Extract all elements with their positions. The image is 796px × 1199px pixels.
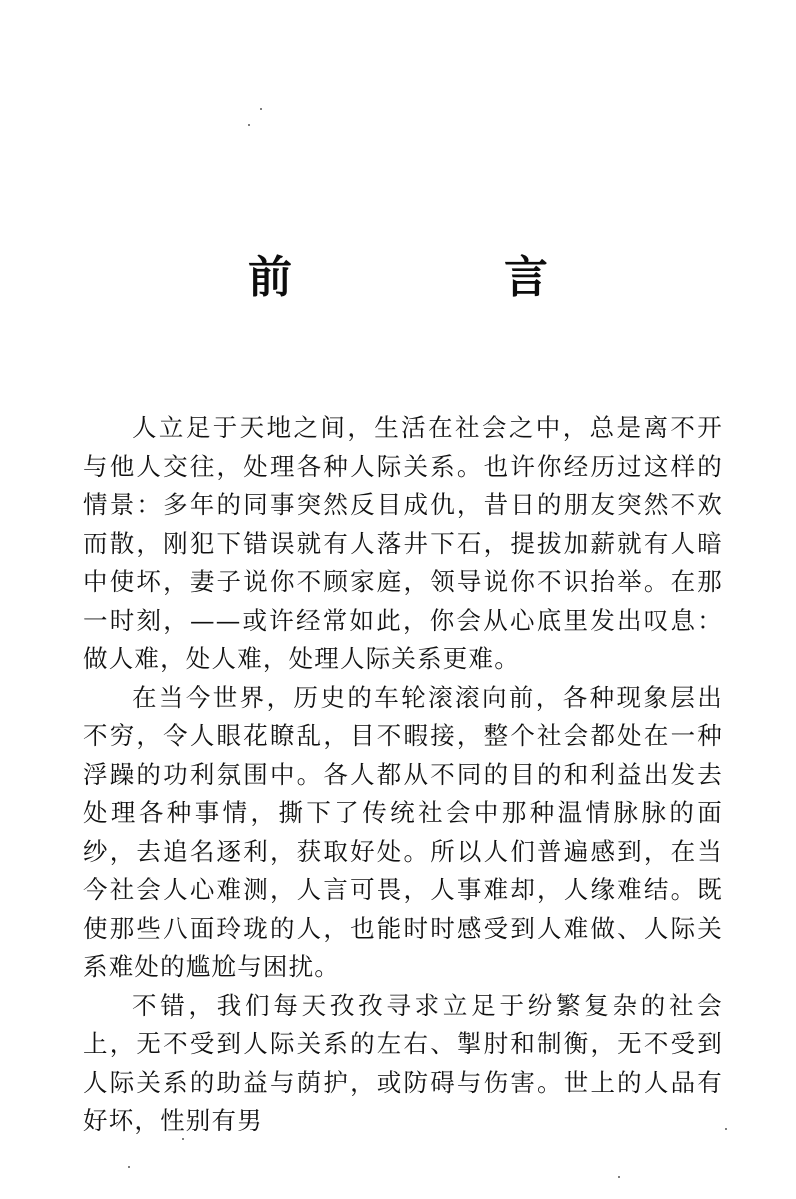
page-title: 前 言 (248, 252, 632, 303)
paragraph-1: 人立足于天地之间，生活在社会之中，总是离不开与他人交往，处理各种人际关系。也许你经历过这样的情景：多年的同事突然反目成仇，昔日的朋友突然不欢而散，刚犯下错误就有人落井下石，提拔加薪就有人暗中使坏，妻子说你不顾家庭，领导说你不识抬举。在那一时刻，——或许经常如此，你会从心底里发出叹息：做人难，处人难，处理人际关系更难。 (83, 413, 723, 673)
paragraph-3: 不错，我们每天孜孜寻求立足于纷繁复杂的社会上，无不受到人际关系的左右、掣肘和制衡，无不受到人际关系的助益与荫护，或防碍与伤害。世上的人品有好坏，性别有男 (83, 990, 723, 1135)
body-text (83, 409, 723, 1141)
scan-speck (618, 1176, 620, 1178)
scan-speck (260, 108, 262, 110)
scan-speck (725, 1128, 727, 1130)
scan-speck (248, 124, 250, 126)
paragraph-2: 在当今世界，历史的车轮滚滚向前，各种现象层出不穷，令人眼花瞭乱，目不暇接，整个社会都处在一种浮躁的功利氛围中。各人都从不同的目的和利益出发去处理各种事情，撕下了传统社会中那种温情脉脉的面纱，去追名逐利，获取好处。所以人们普遍感到，在当今社会人心难测，人言可畏，人事难却，人缘难结。既使那些八面玲珑的人，也能时时感受到人难做、人际关系难处的尴尬与困扰。 (83, 682, 723, 981)
scan-speck (128, 1166, 130, 1168)
